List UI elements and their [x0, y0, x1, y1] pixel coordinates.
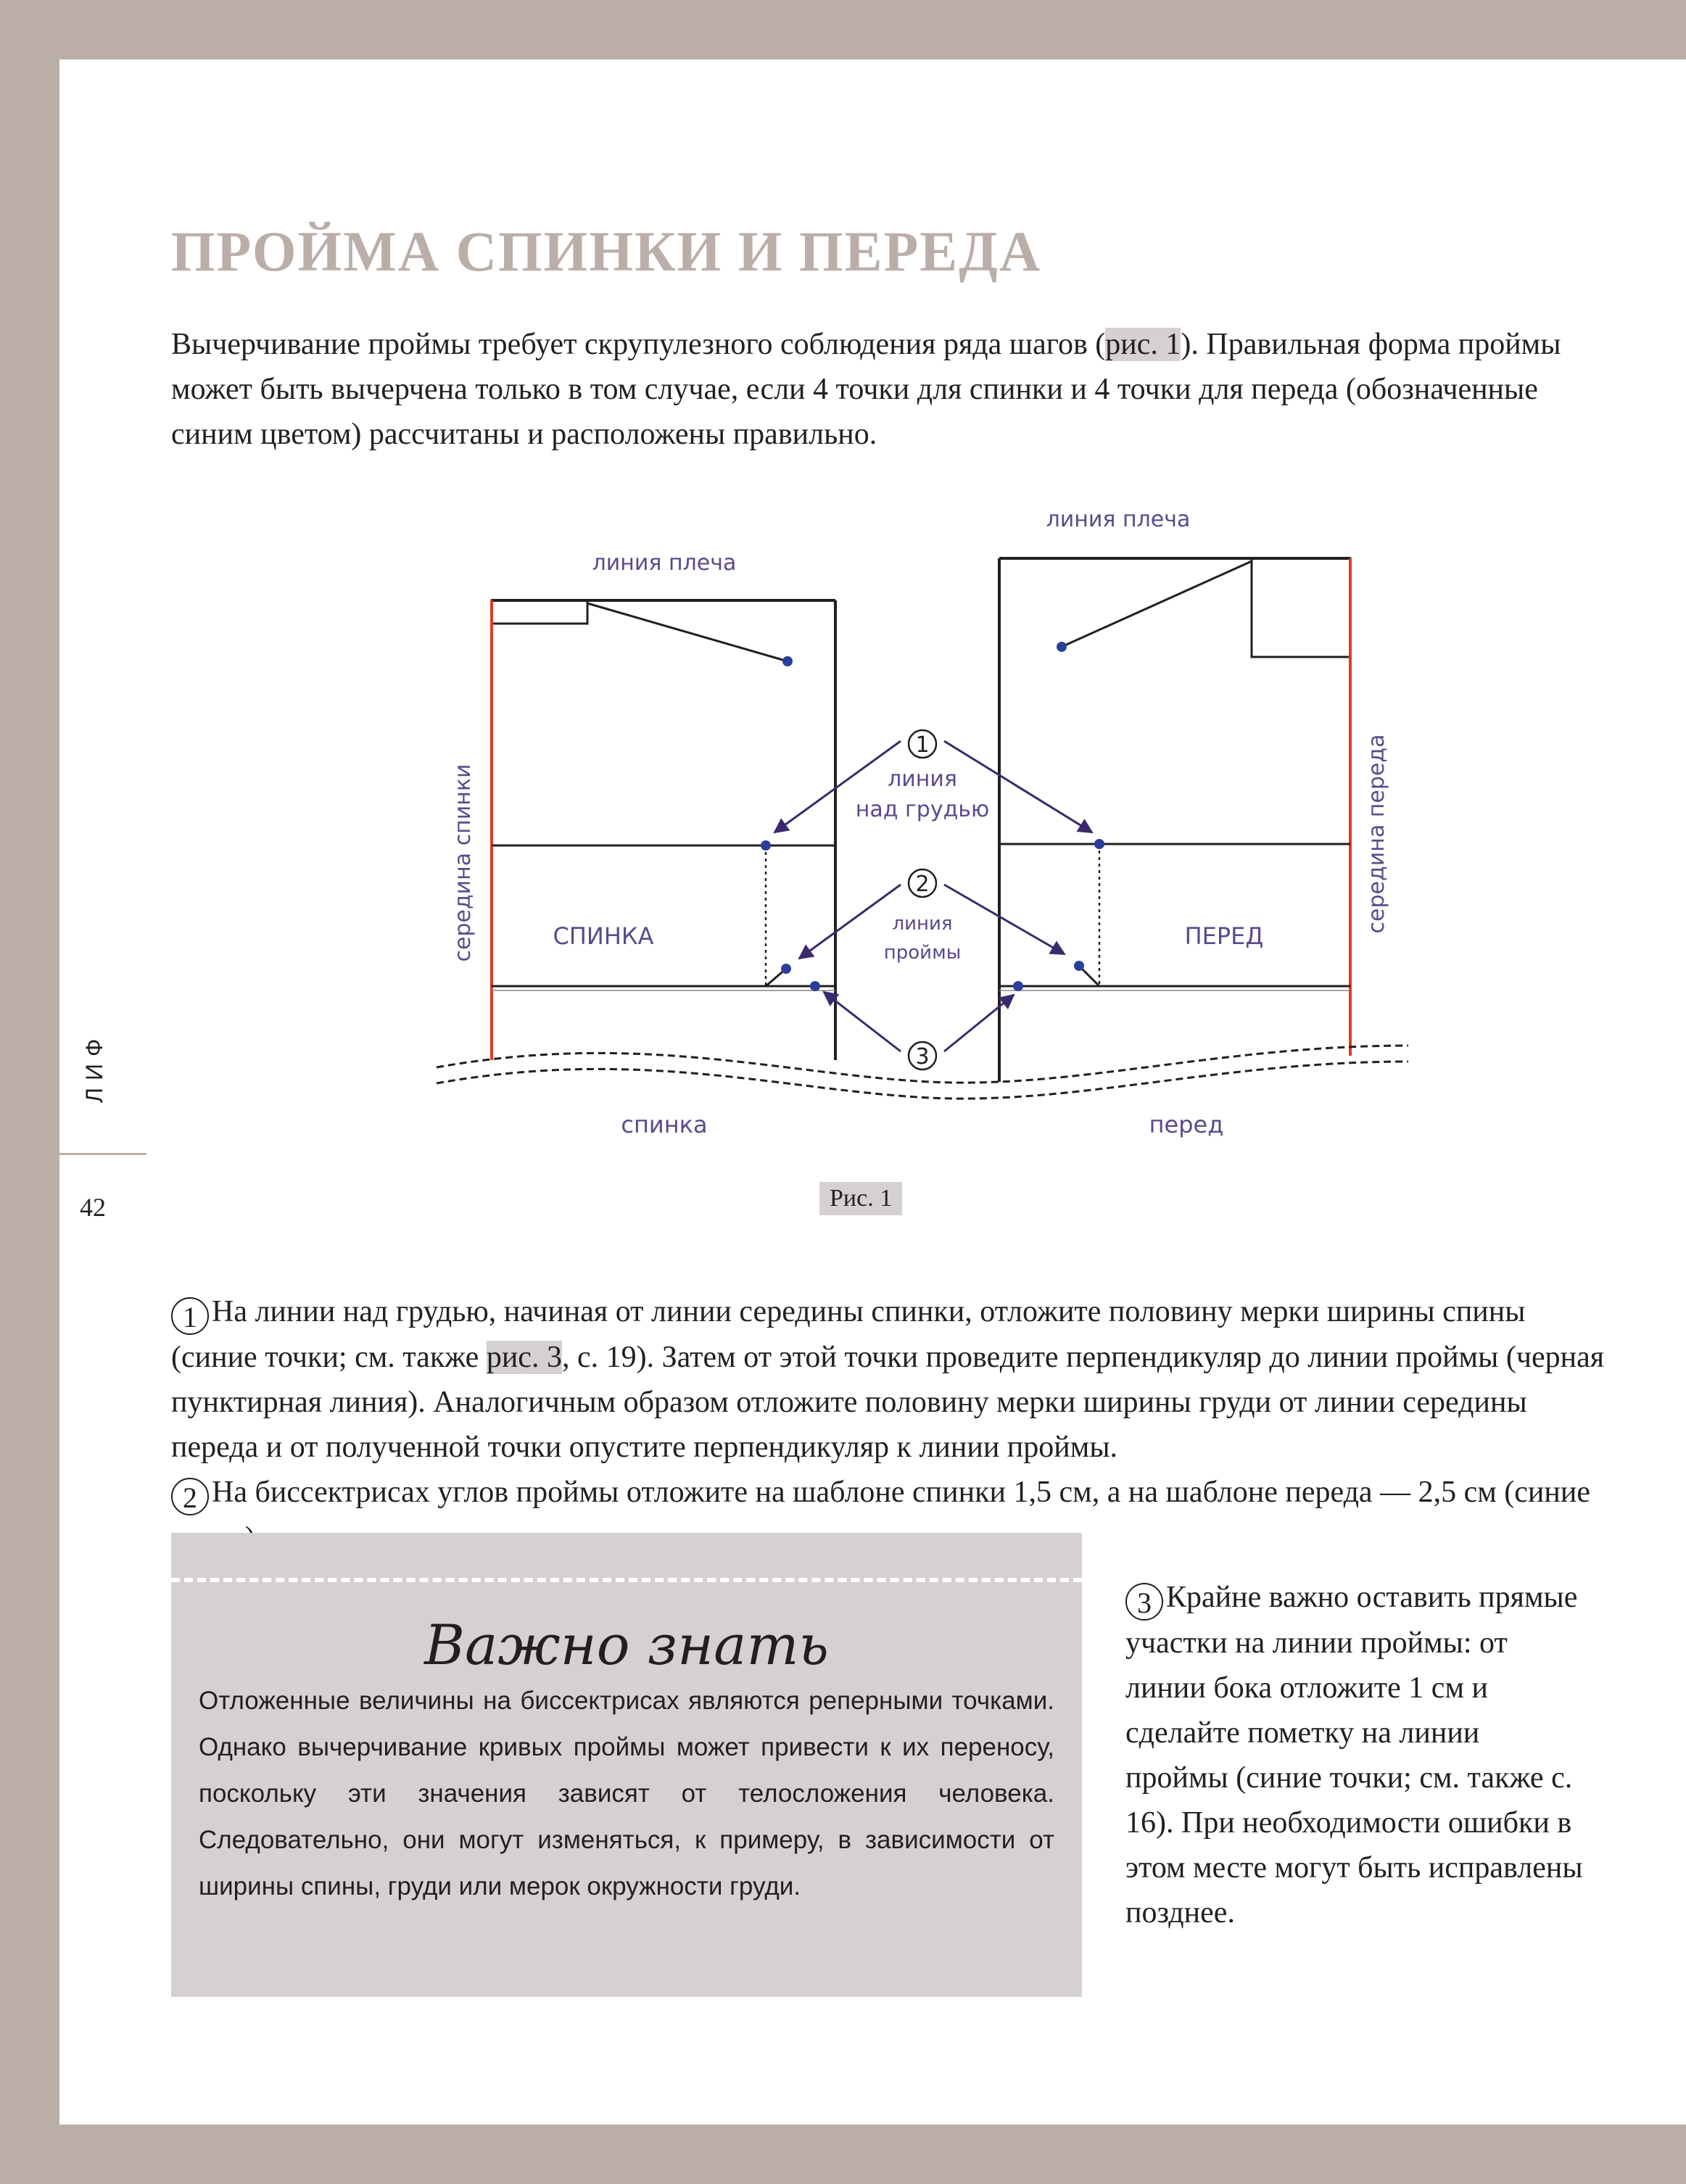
- sidebar-divider: [59, 1153, 146, 1155]
- page-number: 42: [80, 1193, 106, 1222]
- step-3-paragraph: [1125, 1575, 1590, 1935]
- back-label: СПИНКА: [553, 922, 654, 950]
- marker-2-label: 2: [915, 872, 930, 897]
- marker-1-label: 1: [915, 732, 930, 758]
- book-page: [59, 59, 1686, 2125]
- back-shoulder-point: [782, 656, 793, 666]
- front-shoulder-line: [1062, 561, 1252, 647]
- step-1-text-a: На линии над грудью, начиная от линии середины спинки, отложите половину мерки ширины спины (синие точки; см. также: [171, 1295, 1526, 1374]
- line-above-bust-label-1: линия: [888, 766, 957, 792]
- armhole-line-label-2: проймы: [883, 942, 962, 964]
- front-shoulder-point: [1057, 642, 1067, 652]
- back-bisector-point: [781, 964, 791, 974]
- center-front-label: середина переда: [1364, 734, 1389, 934]
- back-side-point: [810, 981, 820, 991]
- step-1-number: 1: [171, 1297, 209, 1335]
- note-title: Важно знать: [424, 1613, 829, 1677]
- figure-caption: Рис. 1: [819, 1182, 902, 1215]
- front-label: ПЕРЕД: [1184, 922, 1264, 950]
- note-text: Отложенные величины на биссектрисах являются реперными точками. Однако вычерчивание кривых проймы может привести к их переносу, поскольку эти значения зависят от телосложения человека. Следовательно, они могут изменяться, к примеру, в зависимости от ширины спины, груди или мерок окружности груди.: [199, 1687, 1054, 1900]
- back-neck-box: [492, 600, 587, 624]
- marker-3-label: 3: [915, 1044, 930, 1070]
- steps-paragraph: [171, 1289, 1614, 1560]
- front-bisector-point: [1074, 961, 1084, 971]
- intro-text-1: Вычерчивание проймы требует скрупулезного соблюдения ряда шагов (: [171, 328, 1106, 361]
- marker-1: [909, 730, 936, 758]
- front-neck-box: [1252, 558, 1350, 657]
- back-pattern: [492, 600, 835, 1060]
- step-3-text: Крайне важно оставить прямые участки на линии проймы: от линии бока отложите 1 см и сделайте пометку на линии проймы (синие точки; см. также с. 16). При необходимости ошибки в этом месте могут быть исправлены позднее.: [1125, 1581, 1583, 1929]
- step-1-reference: рис. 3: [486, 1341, 562, 1374]
- figure-reference: рис. 1: [1105, 328, 1181, 361]
- intro-text-2: ). Правильная форма проймы может быть вычерчена только в том случае, если 4 точки для спинки и 4 точки для переда (обозначенные синим цветом) рассчитаны и расположены правильно.: [171, 328, 1561, 451]
- marker-2: [909, 869, 936, 897]
- back-bust-point: [761, 840, 771, 851]
- section-label: ЛИФ: [81, 1031, 107, 1104]
- intro-paragraph: [171, 322, 1614, 457]
- front-pattern: [999, 558, 1350, 1082]
- step-2-text: На биссектрисах углов проймы отложите на шаблоне спинки 1,5 см, а на шаблоне переда — 2,5 см (синие: [212, 1476, 1590, 1509]
- important-note-box: [171, 1533, 1082, 1997]
- armhole-line-label-1: линия: [892, 913, 953, 935]
- front-bust-point: [1094, 839, 1104, 849]
- front-side-point: [1013, 981, 1023, 991]
- bottom-front-label: перед: [1149, 1111, 1224, 1138]
- step-1-text-b: , с. 19). Затем от этой точки проведите перпендикуляр до линии проймы (черная пунктирная линия). Аналогичным образом отложите половину мерки ширины груди от линии середины переда и от полученной точки опустите перпендикуляр к линии проймы.: [171, 1341, 1605, 1464]
- line-above-bust-label-2: над грудью: [855, 797, 990, 822]
- step-2-number: 2: [171, 1478, 209, 1515]
- bottom-back-label: спинка: [621, 1111, 708, 1138]
- center-back-label: середина спинки: [450, 764, 476, 962]
- marker-3: [909, 1042, 936, 1070]
- armhole-diagram: [422, 495, 1437, 1241]
- back-shoulder-line: [587, 603, 788, 661]
- step-3-number: 3: [1125, 1583, 1163, 1621]
- note-dashed-divider: [171, 1578, 1082, 1582]
- page-title: ПРОЙМА СПИНКИ И ПЕРЕДА: [171, 220, 1042, 283]
- shoulder-line-front-label: линия плеча: [1046, 507, 1191, 532]
- shoulder-line-back-label: линия плеча: [592, 550, 737, 576]
